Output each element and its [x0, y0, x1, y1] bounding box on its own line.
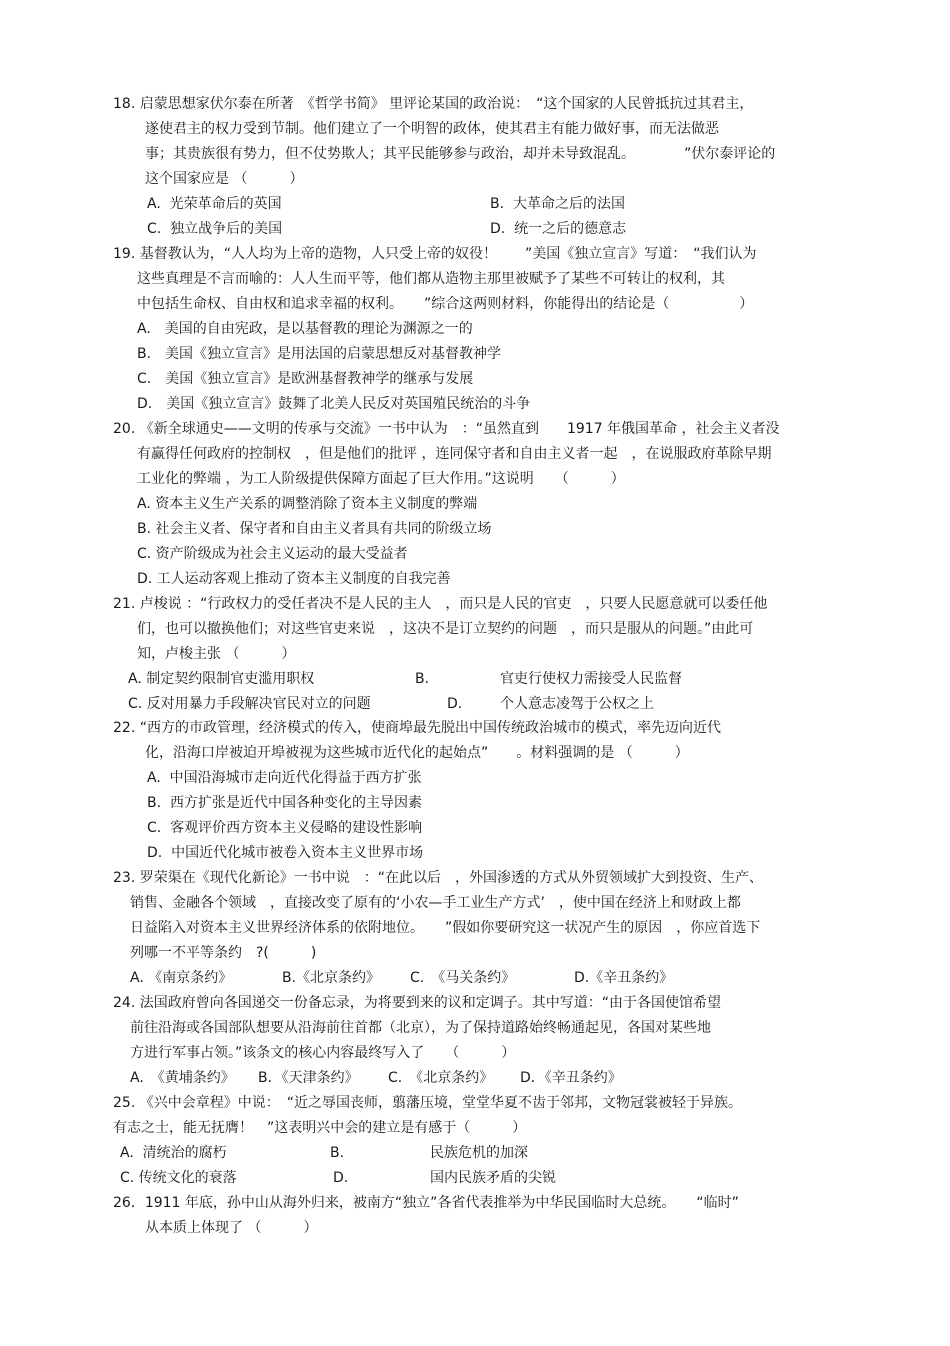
- q23-stem-line-3: 日益陷入对资本主义世界经济体系的依附地位。 ”假如你要研究这一状况产生的原因 ，你应首选下: [130, 920, 761, 936]
- q18-option-c: C. 独立战争后的美国: [147, 221, 283, 237]
- q22-option-d: D. 中国近代化城市被卷入资本主义世界市场: [147, 845, 424, 861]
- q24-option-d: D．《辛丑条约》: [520, 1070, 622, 1086]
- q24-stem-line-1: 24. 法国政府曾向各国递交一份备忘录，为将要到来的议和定调子。其中写道：“由于各国使馆希望: [113, 995, 721, 1011]
- q25-option-d-letter: D.: [333, 1170, 349, 1186]
- q24-option-a: A. 《黄埔条约》: [130, 1070, 235, 1086]
- q26-stem-line-2: 从本质上体现了 （ ）: [145, 1220, 318, 1236]
- q25-option-b-text: 民族危机的加深: [430, 1145, 528, 1161]
- q21-stem-line-2: 们，也可以撤换他们；对这些官吏来说 ，这决不是订立契约的问题 ，而只是服从的问题。”由此可: [137, 621, 754, 637]
- q19-stem-line-3: 中包括生命权、自由权和追求幸福的权利。 ”综合这两则材料，你能得出的结论是（ ）: [137, 296, 754, 312]
- q20-option-a: A. 资本主义生产关系的调整消除了资本主义制度的弊端: [137, 496, 478, 512]
- q23-stem-line-4: 列哪一不平等条约 ?( ): [130, 945, 317, 961]
- q20-option-c: C. 资产阶级成为社会主义运动的最大受益者: [137, 546, 408, 562]
- q21-option-b-letter: B.: [415, 671, 430, 687]
- q20-option-b: B. 社会主义者、保守者和自由主义者具有共同的阶级立场: [137, 521, 492, 537]
- q21-stem-line-3: 知，卢梭主张 （ ）: [137, 646, 296, 662]
- q25-option-c: C. 传统文化的衰落: [120, 1170, 237, 1186]
- q21-option-d-letter: D.: [447, 696, 463, 712]
- q19-option-b: B. 美国《独立宣言》是用法国的启蒙思想反对基督教神学: [137, 346, 502, 362]
- q25-stem-line-2: 有志之士，能无抚膺！ ”这表明兴中会的建立是有感于（ ）: [113, 1120, 527, 1136]
- q18-stem-line-3: 事；其贵族很有势力，但不仗势欺人；其平民能够参与政治，却并未导致混乱。 ”伏尔泰评论的: [145, 146, 776, 162]
- q26-stem-line-1: 26．1911 年底，孙中山从海外归来，被南方“独立”各省代表推举为中华民国临时大总统。 “临时”: [113, 1195, 739, 1211]
- q18-option-d: D. 统一之后的德意志: [490, 221, 627, 237]
- q23-stem-line-1: 23. 罗荣渠在《现代化新论》一书中说 ：“在此以后 ，外国渗透的方式从外贸领域扩大到投资、生产、: [113, 870, 763, 886]
- q19-option-a: A. 美国的自由宪政，是以基督教的理论为渊源之一的: [137, 321, 473, 337]
- q19-option-c: C. 美国《独立宣言》是欧洲基督教神学的继承与发展: [137, 371, 474, 387]
- q20-stem-line-1: 20. 《新全球通史——文明的传承与交流》一书中认为 ：“虽然直到 1917 年俄国革命 ，社会主义者没: [113, 421, 780, 437]
- q24-stem-line-2: 前往沿海或各国部队想要从沿海前往首都（北京），为了保持道路始终畅通起见，各国对某些地: [130, 1020, 711, 1036]
- q24-option-c: C. 《北京条约》: [388, 1070, 494, 1086]
- q18-stem-line-1: 18. 启蒙思想家伏尔泰在所著 《哲学书简》 里评论某国的政治说： “这个国家的人民曾抵抗过其君主，: [113, 96, 754, 112]
- q22-option-c: C. 客观评价西方资本主义侵略的建设性影响: [147, 820, 423, 836]
- q22-option-b: B. 西方扩张是近代中国各种变化的主导因素: [147, 795, 422, 811]
- q25-option-d-text: 国内民族矛盾的尖锐: [430, 1170, 556, 1186]
- q21-option-b-text: 官吏行使权力需接受人民监督: [500, 671, 682, 687]
- q25-option-a: A. 清统治的腐朽: [120, 1145, 227, 1161]
- q22-option-a: A. 中国沿海城市走向近代化得益于西方扩张: [147, 770, 422, 786]
- q23-option-d: D.《辛丑条约》: [574, 970, 674, 986]
- q23-stem-line-2: 销售、金融各个领域 ，直接改变了原有的‘小农—手工业生产方式’ ，使中国在经济上和财政上都: [130, 895, 741, 911]
- q18-stem-line-4: 这个国家应是 （ ）: [145, 171, 304, 187]
- q18-option-a: A. 光荣革命后的英国: [147, 196, 282, 212]
- q20-option-d: D. 工人运动客观上推动了资本主义制度的自我完善: [137, 571, 451, 587]
- q19-stem-line-2: 这些真理是不言而喻的：人人生而平等，他们都从造物主那里被赋予了某些不可转让的权利，其: [137, 271, 725, 287]
- q18-stem-line-2: 遂使君主的权力受到节制。他们建立了一个明智的政体，使其君主有能力做好事，而无法做恶: [145, 121, 719, 137]
- q24-stem-line-3: 方进行军事占领。”该条文的核心内容最终写入了 （ ）: [130, 1045, 516, 1061]
- q20-stem-line-2: 有赢得任何政府的控制权 ，但是他们的批评 ，连同保守者和自由主义者一起 ，在说服政府革除早期: [137, 446, 772, 462]
- q24-option-b: B．《天津条约》: [258, 1070, 359, 1086]
- q25-stem-line-1: 25. 《兴中会章程》中说： “近之辱国丧师，翦藩压境，堂堂华夏不齿于邻邦，文物冠裳被轻于异族。: [113, 1095, 742, 1111]
- q23-option-b: B.《北京条约》: [282, 970, 381, 986]
- q21-option-c: C. 反对用暴力手段解决官民对立的问题: [128, 696, 371, 712]
- q25-option-b-letter: B.: [330, 1145, 345, 1161]
- q19-stem-line-1: 19. 基督教认为，“人人均为上帝的造物，人只受上帝的奴役！ ”美国《独立宣言》写道： “我们认为: [113, 246, 757, 262]
- q23-option-c: C. 《马关条约》: [410, 970, 516, 986]
- q18-option-b: B. 大革命之后的法国: [490, 196, 625, 212]
- q20-stem-line-3: 工业化的弊端 ，为工人阶级提供保障方面起了巨大作用。”这说明 （ ）: [137, 471, 625, 487]
- q23-option-a: A. 《南京条约》: [130, 970, 233, 986]
- q21-option-d-text: 个人意志凌驾于公权之上: [500, 696, 654, 712]
- q22-stem-line-2: 化，沿海口岸被迫开埠被视为这些城市近代化的起始点” 。材料强调的是 （ ）: [145, 745, 689, 761]
- q21-stem-line-1: 21. 卢梭说 ：“行政权力的受任者决不是人民的主人 ，而只是人民的官吏 ，只要人民愿意就可以委任他: [113, 596, 768, 612]
- q22-stem-line-1: 22. “西方的市政管理，经济模式的传入，使商埠最先脱出中国传统政治城市的模式，率先迈向近代: [113, 720, 721, 736]
- q21-option-a: A. 制定契约限制官吏滥用职权: [128, 671, 315, 687]
- q19-option-d: D. 美国《独立宣言》鼓舞了北美人民反对英国殖民统治的斗争: [137, 396, 531, 412]
